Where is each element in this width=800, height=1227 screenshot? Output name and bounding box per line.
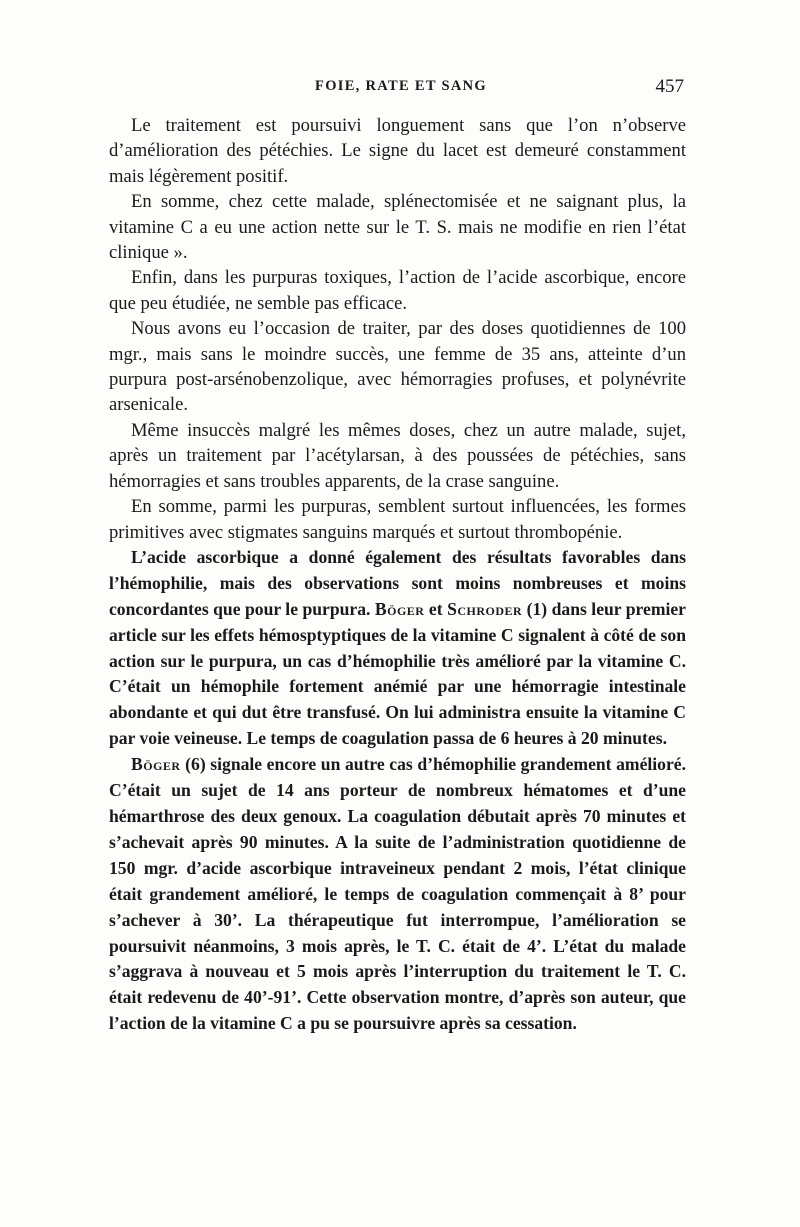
body-text [109,113,686,1037]
paragraph-1: Le traitement est poursuivi longuement sans que l’on n’observe d’amélioration des pétéchies. Le signe du lacet est demeuré constamment mais légèrement positif. [109,115,686,187]
paragraph-3: Enfin, dans les purpuras toxiques, l’action de l’acide ascorbique, encore que peu étudiée, ne semble pas efficace. [109,267,686,314]
author-boger-2: Böger [131,754,181,775]
paragraph-6: En somme, parmi les purpuras, semblent surtout influencées, les formes primitives avec stigmates sanguins marqués et surtout thrombopénie. [109,496,686,543]
paragraph-4: Nous avons eu l’occasion de traiter, par des doses quotidiennes de 100 mgr., mais sans le moindre succès, une femme de 35 ans, atteinte d’un purpura post-arsénobenzolique, avec hémorragies profuses, et polynévrite arsenicale. [109,318,686,416]
paragraph-7 [109,545,686,752]
paragraph-7-text-after: (1) dans leur premier article sur les effets hémosptyptiques de la vitamine C signalent à côté de son action sur le purpura, un cas d’hémophilie très amélioré par la vitamine C. C’était un hémophile fortement anémié par une hémorragie intestinale abondante et qui dut être transfusé. On lui administra ensuite la vitamine C par voie veineuse. Le temps de coagulation passa de 6 heures à 20 minutes. [109,598,686,749]
paragraph-2: En somme, chez cette malade, splénectomisée et ne saignant plus, la vitamine C a eu une action nette sur le T. S. mais ne modifie en rien l’état clinique ». [109,191,686,264]
paragraph-5: Même insuccès malgré les mêmes doses, chez un autre malade, sujet, après un traitement par l’acétylarsan, à des poussées de pétéchies, sans hémorragies et sans troubles apparents, de la crase sanguine. [109,419,686,492]
author-schroder: Schroder [447,598,523,619]
paragraph-7-text-middle: et [424,598,448,619]
paragraph-8-text: (6) signale encore un autre cas d’hémophilie grandement amélioré. C’était un sujet de 14 ans porteur de nombreux hématomes et d’une hémarthrose des deux genoux. La coagulation débutait après 70 minutes et s’achevait après 90 minutes. A la suite de l’administration quotidienne de 150 mgr. d’acide ascorbique intraveineux pendant 2 mois, l’état clinique était grandement amélioré, le temps de coagulation commençait à 8’ pour s’achever à 30’. La thérapeutique fut interrompue, l’amélioration se poursuivit néanmoins, 3 mois après, le T. C. était de 4’. L’état du malade s’aggrava à nouveau et 5 mois après l’interruption du traitement le T. C. était redevenu de 40’-91’. Cette observation montre, d’après son auteur, que l’action de la vitamine C a pu se poursuivre après sa cessation. [109,754,686,1034]
page-header [110,78,684,100]
running-title: FOIE, RATE ET SANG [315,78,487,94]
author-boger: Böger [374,598,425,619]
paragraph-8 [109,752,686,1037]
paragraph-7-text-before: L’acide ascorbique a donné également des résultats favorables dans l’hémophilie, mais des observations sont moins nombreuses et moins concordantes que pour le purpura. [109,546,686,619]
page-number: 457 [655,76,684,97]
